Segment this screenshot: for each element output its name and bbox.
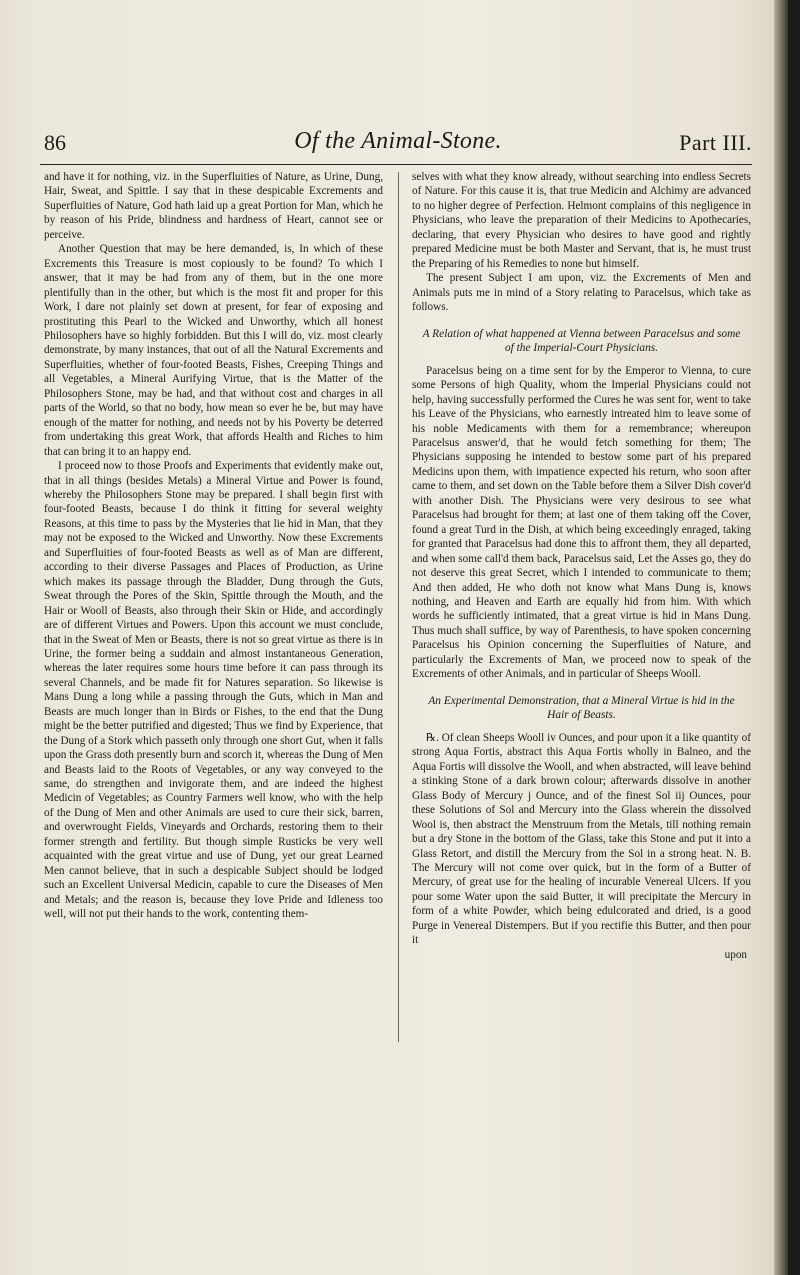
- paragraph: Paracelsus being on a time sent for by the Emperor to Vienna, to cure some Persons of high Quality, whom the Imperial Physicians could not help, having successfully performed the Cures he was sent for, went to take his Leave of the Physicians, who earnestly intreated him to leave some of his noble Medicaments with them for a remembrance; whereupon Paracelsus answer'd, that he would fetch something for them; The Physicians supposing he intended to bestow some part of his prepared Medicins upon them, with impatience expected his return, who soon after came to them, and set down on the Table before them a Silver Dish cover'd with another Dish. The Physicians were very desirous to see what Paracelsus had brought for them; at last one of them taking off the Cover, found a great Turd in the Dish, at which being exceedingly enraged, taking for granted that Paracelsus had done this to affront them, they all departed, and when some call'd them back, Paracelsus said, Let the Asses go, they do not deserve this great Secret, which I intended to communicate to them; And then added, He who doth not know what Mans Dung is, knows nothing, and Heaven and Earth are equally hid from him. With which words he sufficiently intimated, that a great virtue is hid in Mans Dung. Thus much shall suffice, by way of Parenthesis, to have spoken concerning Paracelsus his Opinion concerning the Superfluities of Nature, and particularly the Excrements of Man, we proceed now to speak of the Excrements of other Animals, and in particular of Sheeps Wooll.: [412, 364, 751, 681]
- section-heading: An Experimental Demonstration, that a Mineral Virtue is hid in the Hair of Beasts.: [428, 694, 735, 722]
- catchword: upon: [724, 948, 747, 961]
- running-title: Of the Animal-Stone.: [294, 128, 502, 154]
- paragraph: selves with what they know already, without searching into endless Secrets of Nature. For this cause it is, that true Medicin and Alchimy are advanced to no higher degree of Perfection. Helmont complains of this negligence in Physicians, who leave the preparation of their Medicins to Apothecaries, declaring, that every Physician who desires to have good and rightly prepared Medicine must be both Master and Servant, that is, he must trust the Preparing of his Remedies to none but himself.: [412, 171, 751, 270]
- paragraph: Another Question that may be here demanded, is, In which of these Excrements this Treasure is most copiously to be found? To which I answer, that it may be had from any of them, but in the one more plentifully than in the other, but which is the most fit and proper for this Work, I dare not plainly set down at present, for fear of exposing and prostituting this Pearl to the Wicked and Unworthy, which all honest Philosophers have so highly forbidden. But this I will do, viz. most clearly demonstrate, by many instances, that out of all the Natural Excrements and Superfluities, whether of four-footed Beasts, Fishes, Creeping Things and all Vegetables, a Mineral Aurifying Virtue, that is the Matter of the Philosophers Stone, may be had, and that without cost and charges in all parts of the World, so that no body, how mean so ever he be, but may have enough of the matter for nothing, and needs not by his Poverty be deterred from undertaking this great Work, that affords Health and Riches to him that can bring it to an happy end.: [44, 243, 383, 458]
- page-edge-shadow: [774, 0, 788, 1275]
- page-number: 86: [44, 130, 66, 155]
- left-column: [44, 170, 383, 922]
- header-rule: [40, 164, 752, 165]
- running-header: [44, 126, 752, 166]
- part-label: Part III.: [679, 130, 752, 155]
- paragraph: ℞. Of clean Sheeps Wooll iv Ounces, and pour upon it a like quantity of strong Aqua Fortis, abstract this Aqua Fortis wholly in Balneo, and the Aqua Fortis will dissolve the Wooll, and when abstracted, will leave behind a stinking Stone of a dark brown colour; afterwards dissolve in another Glass Body of Mercury j Ounce, and of the finest Sol iij Ounces, pour these Solutions of Sol and Mercury into the Glass wherein the dissolved Wool is, then abstract the Menstruum from the Metals, till nothing remain but a dry Stone in the bottom of the Glass, take this Stone and put it into a Glass Retort, and distill the Mercury from the Sol in a strong heat. N. B. The Mercury will not come over quick, but in the form of a Butter of Mercury, of great use for the healing of incurable Venereal Ulcers. If you pour some Water upon the said Butter, it will precipitate the Mercury in form of a white Powder, which being edulcorated and dried, is a good Purge in Venereal Distempers. But if you rectifie this Butter, and then pour it: [412, 731, 751, 947]
- paragraph: I proceed now to those Proofs and Experiments that evidently make out, that in all things (besides Metals) a Mineral Virtue and Power is found, whereby the Philosophers Stone may be prepared. I shall begin first with four-footed Beasts, because I do think it fitting for several weighty Reasons, at this time to pass by the Mysteries that lie hid in Man, that they may not be exposed to the Wicked and Unworthy. Now these Excrements and Superfluities of four-footed Beasts as well as of Man are different, according to their diverse Passages and Places of Production, as Urine which makes its passage through the Bladder, Dung through the Guts, Sweat through the Pores of the Skin, Spittle through the Mouth, and the Hair or Wooll of Beasts, also through their Skin or Hide, and accordingly are of different Virtues and Powers. Upon this account we must conclude, that in the Sweat of Men or Beasts, there is not so great virtue as there is in Urine, the former being a suddain and almost instantaneous Generation, whereas the later requires some hours time before it can pass through its several Channels, and be made fit for Natures separation. So likewise is Mans Dung a long while a passing through the Guts, which in Man and Beasts are much longer than in Birds or Fishes, to the end that the Dung might be the better putrified and digested; Thus we find by Experience, that the Dung of a Stork which passeth only through one short Gut, when it falls upon the Grass doth presently burn and scorch it, whereas the Dung of Men and Beasts laid to the Roots of Vegetables, or any way conveyed to the same, do strengthen and invigorate them, and are indeed the highest Medicin of Vegetables; as Country Farmers well know, who with the help of the Dung of Men and other Animals are used to cure their sick, barren, and overwrought Fields, Vineyards and Orchards, restoring them to their former strength and fertility. But though simple Rusticks be very well acquainted with the great virtue and use of Dung, yet our great Learned Men cannot believe, that in such a despicable Subject should be lodged such an Excellent Universal Medicin, capable to cure the Diseases of Men and Metals; and the reason is, because they love Pride and Idleness too well, will not put their hands to the work, contenting them-: [44, 460, 383, 921]
- right-column: [412, 170, 751, 962]
- paragraph: The present Subject I am upon, viz. the Excrements of Men and Animals puts me in mind of a Story relating to Paracelsus, which take as follows.: [412, 272, 751, 314]
- paragraph: and have it for nothing, viz. in the Superfluities of Nature, as Urine, Dung, Hair, Sweat, and Spittle. I say that in these despicable Excrements and Superfluities of Nature, God hath laid up a great Portion for Man, which he by reason of his Pride, blindness and hardness of Heart, cannot see or perceive.: [44, 171, 383, 241]
- column-divider: [398, 172, 399, 1042]
- section-heading: A Relation of what happened at Vienna between Paracelsus and some of the Imperial-Court Physicians.: [422, 327, 741, 355]
